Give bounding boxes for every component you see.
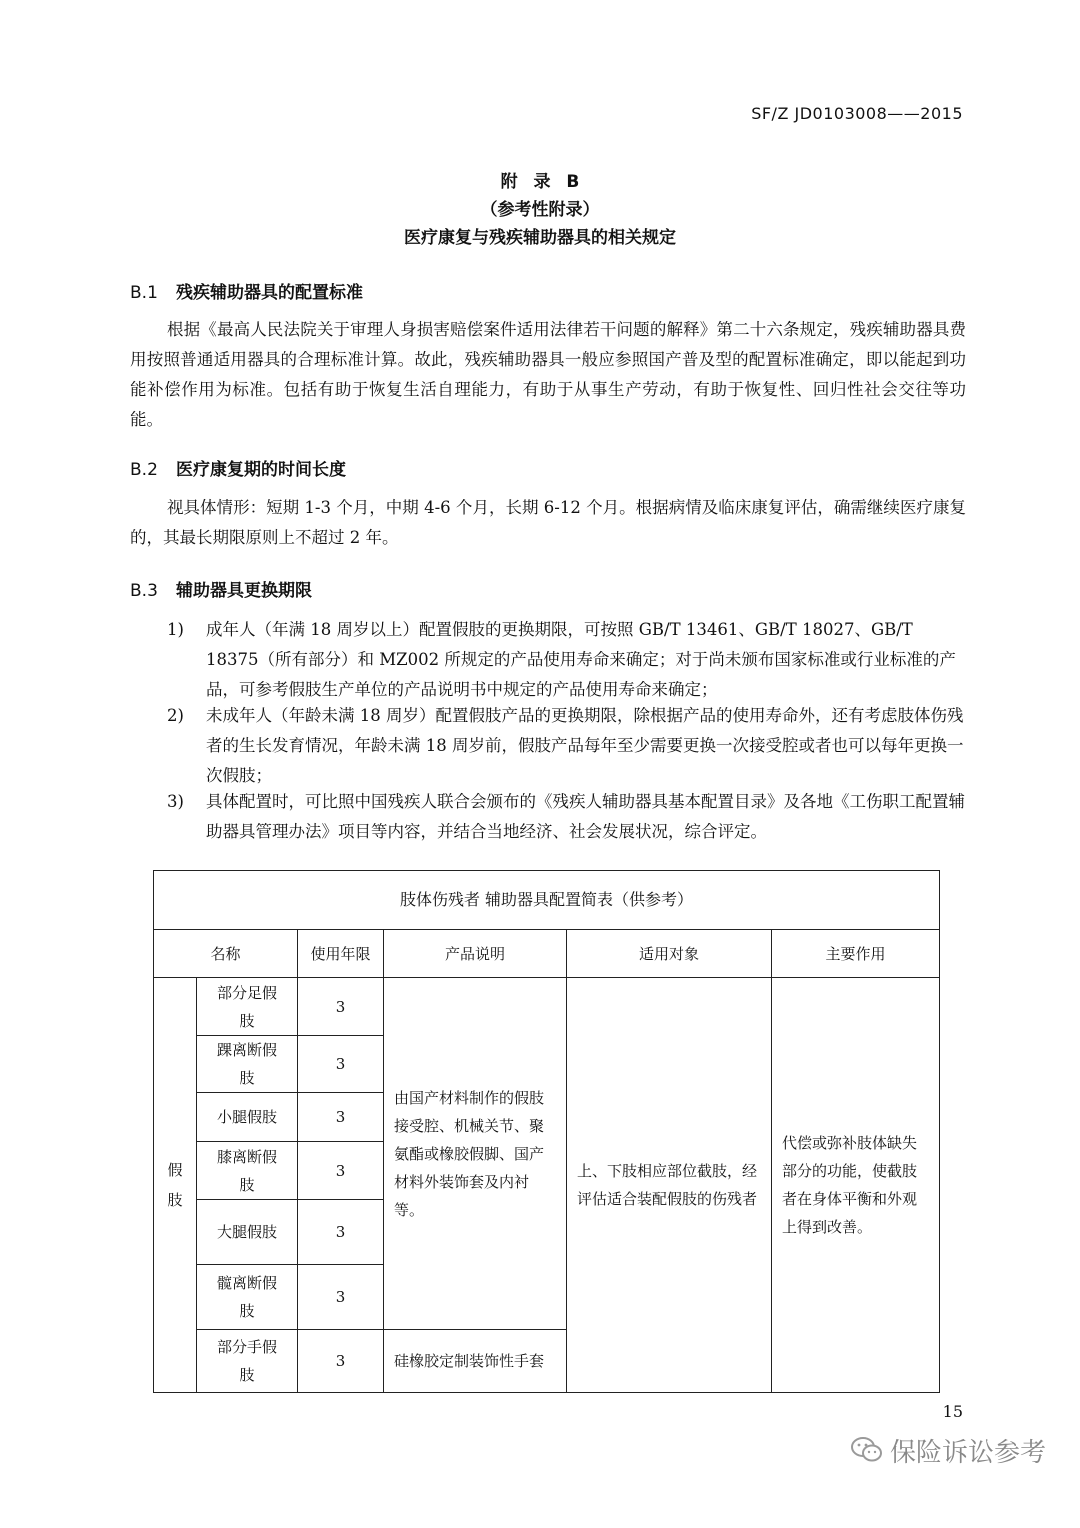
product-name: 踝离断假 肢 [197, 1036, 298, 1093]
wechat-icon [850, 1435, 884, 1465]
product-name: 小腿假肢 [197, 1093, 298, 1142]
list-item-number: 2) [167, 706, 184, 725]
watermark-text: 保险诉讼参考 [890, 1437, 1047, 1468]
product-name: 部分手假 肢 [197, 1330, 298, 1393]
product-years: 3 [298, 978, 384, 1036]
header-effect: 主要作用 [772, 930, 940, 978]
list-item-text: 具体配置时，可比照中国残疾人联合会颁布的《残疾人辅助器具基本配置目录》及各地《工伤职工配置辅助器具管理办法》项目等内容，并结合当地经济、社会发展状况，综合评定。 [206, 792, 965, 841]
section-b1-heading [130, 278, 363, 303]
appendix-type: （参考性附录） [480, 200, 600, 220]
header-years: 使用年限 [298, 930, 384, 978]
product-years: 3 [298, 1093, 384, 1142]
list-item-number: 1) [167, 620, 184, 639]
list-item-text: 未成年人（年龄未满 18 周岁）配置假肢产品的更换期限，除根据产品的使用寿命外，还有考虑肢体伤残者的生长发育情况，年龄未满 18 周岁前，假肢产品每年至少需要更换一次接受腔或者也可以每年更换一次假肢； [206, 706, 964, 785]
product-description: 由国产材料制作的假肢接受腔、机械关节、聚氨酯或橡胶假脚、国产材料外装饰套及内衬等。 [384, 978, 567, 1330]
product-years: 3 [298, 1330, 384, 1393]
product-name: 膝离断假 肢 [197, 1142, 298, 1200]
watermark [850, 1430, 1046, 1470]
appendix-heading: 医疗康复与残疾辅助器具的相关规定 [404, 228, 676, 248]
section-number: B.2 [130, 460, 158, 480]
standard-code: SF/Z JD0103008——2015 [751, 104, 963, 123]
section-title: 残疾辅助器具的配置标准 [176, 283, 363, 303]
section-b1-body: 根据《最高人民法院关于审理人身损害赔偿案件适用法律若干问题的解释》第二十六条规定，残疾辅助器具费用按照普通适用器具的合理标准计算。故此，残疾辅助器具一般应参照国产普及型的配置标准确定，即以能起到功能补偿作用为标准。包括有助于恢复生活自理能力，有助于从事生产劳动，有助于恢复性、回归性社会交往等功能。 [130, 320, 966, 429]
product-name: 大腿假肢 [197, 1200, 298, 1265]
section-b2-body: 视具体情形：短期 1-3 个月，中期 4-6 个月，长期 6-12 个月。根据病情及临床康复评估，确需继续医疗康复的，其最长期限原则上不超过 2 年。 [130, 498, 966, 547]
product-name: 髋离断假 肢 [197, 1265, 298, 1330]
section-number: B.1 [130, 283, 158, 303]
product-name: 部分足假 肢 [197, 978, 298, 1036]
category-cell: 假 肢 [154, 978, 197, 1393]
header-target: 适用对象 [567, 930, 772, 978]
list-item [167, 615, 967, 705]
list-item-number: 3) [167, 792, 184, 811]
table-caption: 肢体伤残者 辅助器具配置简表（供参考） [154, 871, 940, 930]
product-years: 3 [298, 1142, 384, 1200]
target-users: 上、下肢相应部位截肢，经评估适合装配假肢的伤残者 [567, 978, 772, 1393]
list-item [167, 787, 967, 847]
product-years: 3 [298, 1200, 384, 1265]
product-years: 3 [298, 1265, 384, 1330]
appendix-title [0, 168, 1080, 252]
config-table [153, 870, 940, 1393]
product-description-hand: 硅橡胶定制装饰性手套 [384, 1330, 567, 1393]
appendix-label: 附 录 B [500, 172, 580, 192]
section-title: 医疗康复期的时间长度 [176, 460, 346, 480]
product-years: 3 [298, 1036, 384, 1093]
section-b3-heading [130, 576, 312, 601]
list-item-text: 成年人（年满 18 周岁以上）配置假肢的更换期限，可按照 GB/T 13461、GB/T 18027、GB/T 18375（所有部分）和 MZ002 所规定的产品使用寿命来确定；对于尚未颁布国家标准或行业标准的产品，可参考假肢生产单位的产品说明书中规定的产品使用寿命来确定； [206, 620, 956, 699]
main-effect: 代偿或弥补肢体缺失部分的功能，使截肢者在身体平衡和外观上得到改善。 [772, 978, 940, 1393]
page-number: 15 [942, 1402, 963, 1421]
list-item [167, 701, 967, 791]
header-name: 名称 [154, 930, 298, 978]
section-title: 辅助器具更换期限 [176, 581, 312, 601]
section-number: B.3 [130, 581, 158, 601]
section-b2-heading [130, 455, 346, 480]
header-description: 产品说明 [384, 930, 567, 978]
